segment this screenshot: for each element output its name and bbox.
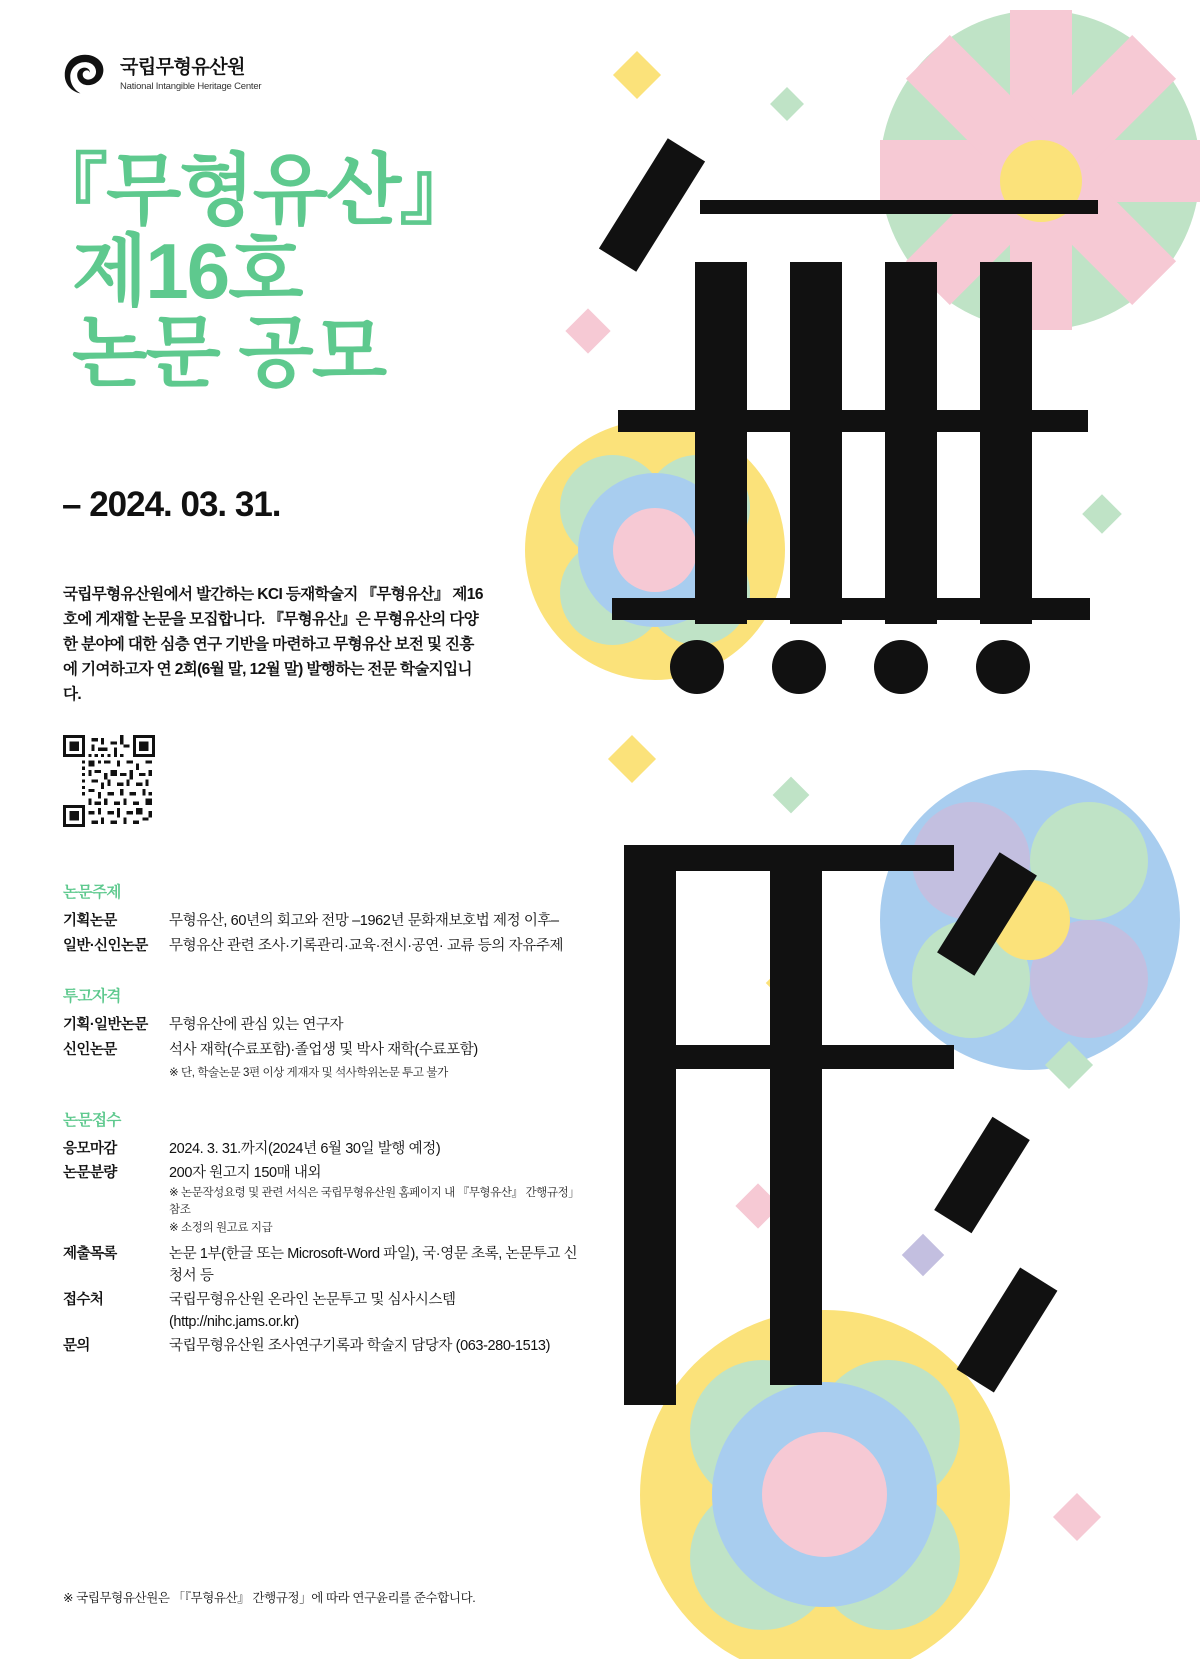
eligibility-row-planned <box>63 1014 583 1036</box>
submission-label-documents: 제출목록 <box>63 1245 117 1262</box>
info-sections <box>63 880 583 1383</box>
decor-glyph-vertical-1 <box>695 262 747 624</box>
submission-row-portal <box>63 1289 583 1334</box>
headline-line-3: 논문 공모 <box>72 308 386 397</box>
decor-petal-pink-diagonal-b <box>906 35 1176 305</box>
decor-glyph2-top-bar <box>624 845 954 871</box>
decor-diamond-yellow-2 <box>608 735 656 783</box>
decor-glyph-vertical-4 <box>980 262 1032 624</box>
decor-glyph2-slash-3 <box>957 1267 1058 1392</box>
decor-circle-yellow-center-mid <box>990 880 1070 960</box>
eligibility-value-planned: 무형유산에 관심 있는 연구자 <box>169 1016 344 1033</box>
page-title <box>30 146 550 397</box>
decor-petal-green-i <box>690 1485 835 1630</box>
topic-row-general <box>63 935 583 957</box>
topic-value-general: 무형유산 관련 조사·기록관리·교육·전시·공연· 교류 등의 자유주제 <box>169 938 564 955</box>
footnote: ※ 국립무형유산원은 「『무형유산』 간행규정」에 따라 연구윤리를 준수합니다. <box>63 1591 476 1605</box>
decor-petal-green-d <box>645 540 750 645</box>
decor-diamond-pink-1 <box>565 308 610 353</box>
topic-label-planned: 기획논문 <box>63 913 117 929</box>
section-title-eligibility: 투고자격 <box>63 987 121 1005</box>
decor-petal-green-f <box>912 920 1030 1038</box>
decor-glyph-dot-1 <box>670 640 724 694</box>
topic-value-planned: 무형유산, 60년의 회고와 전망 –1962년 문화재보호법 제정 이후– <box>169 913 559 929</box>
decor-circle-blue-bottom <box>712 1382 937 1607</box>
eligibility-label-new: 신인논문 <box>63 1042 117 1059</box>
decor-glyph-dot-2 <box>772 640 826 694</box>
decor-glyph2-slash-2 <box>934 1117 1030 1234</box>
eligibility-row-new <box>63 1039 583 1061</box>
eligibility-note: ※ 단, 학술논문 3편 이상 게재자 및 석사학위논문 투고 불가 <box>169 1066 448 1079</box>
decor-circle-blue-right <box>880 770 1180 1070</box>
decor-glyph2-crossbar <box>624 1045 954 1069</box>
submission-value-length: 200자 원고지 150매 내외 <box>169 1164 322 1181</box>
eligibility-label-planned: 기획·일반논문 <box>63 1016 148 1033</box>
submission-value-contact: 국립무형유산원 조사연구기록과 학술지 담당자 (063-280-1513) <box>169 1337 551 1354</box>
decor-diamond-green-4 <box>1045 1041 1093 1089</box>
decor-glyph-bar-top-horizontal <box>700 200 1098 214</box>
decor-glyph-vertical-2 <box>790 262 842 624</box>
decor-petal-pink-vertical <box>1010 10 1072 330</box>
decor-circle-yellow-center-top <box>1000 140 1082 222</box>
decor-petal-green-b <box>645 455 750 560</box>
decor-glyph-dot-4 <box>976 640 1030 694</box>
decor-glyph2-slash-1 <box>937 852 1037 975</box>
decor-glyph-vertical-3 <box>885 262 937 624</box>
submission-value-portal[interactable]: 국립무형유산원 온라인 논문투고 및 심사시스템 (http://nihc.jams.or.kr) <box>169 1291 456 1331</box>
submission-label-portal: 접수처 <box>63 1291 104 1308</box>
headline-line-2: 제16호 <box>72 227 302 316</box>
decor-petal-green-h <box>815 1360 960 1505</box>
decor-petal-green-a <box>560 455 665 560</box>
submission-row-contact <box>63 1335 583 1357</box>
decor-petal-green-e <box>1030 802 1148 920</box>
logo-text <box>120 58 261 93</box>
section-eligibility <box>63 984 583 1082</box>
section-submission <box>63 1108 583 1357</box>
submission-row-deadline <box>63 1138 583 1160</box>
decor-petal-green-j <box>815 1485 960 1630</box>
submission-row-documents <box>63 1243 583 1288</box>
decor-circle-yellow-bottom <box>640 1310 1010 1659</box>
decor-glyph2-vertical-right <box>770 845 822 1385</box>
decor-diamond-purple-1 <box>902 1234 944 1276</box>
logo-name-en: National Intangible Heritage Center <box>120 81 262 93</box>
logo-block <box>62 52 261 98</box>
topic-row-planned <box>63 910 583 932</box>
intro-paragraph: 국립무형유산원에서 발간하는 KCI 등재학술지 『무형유산』 제16호에 게재할 논문을 모집합니다. 『무형유산』은 무형유산의 다양한 분야에 대한 심층 연구 기반을 마련하고 무형유산 보전 및 진흥에 기여하고자 연 2회(6월 말, 12월 말) 발행하는 전문 학술지입니다. <box>63 586 483 704</box>
submission-value-documents: 논문 1부(한글 또는 Microsoft-Word 파일), 국·영문 초록, 논문투고 신청서 등 <box>169 1245 578 1285</box>
deadline-date: – 2024. 03. 31. <box>62 485 281 524</box>
decor-diamond-green-2 <box>1082 494 1122 534</box>
decor-circle-pink-bottom <box>762 1432 887 1557</box>
decor-circle-blue-left <box>578 473 732 627</box>
section-title-topic: 논문주제 <box>63 884 121 901</box>
decor-circle-pink-left <box>613 508 697 592</box>
decor-petal-pink-diagonal-a <box>906 35 1176 305</box>
submission-note-2: ※ 소정의 원고료 지급 <box>169 1221 273 1234</box>
decor-glyph-dot-3 <box>874 640 928 694</box>
submission-label-length: 논문분량 <box>63 1164 117 1181</box>
decor-diamond-yellow-1 <box>613 51 661 99</box>
eligibility-value-new: 석사 재학(수료포함)·졸업생 및 박사 재학(수료포함) <box>169 1042 478 1059</box>
decor-diamond-pink-3 <box>1053 1493 1101 1541</box>
submission-value-deadline: 2024. 3. 31.까지(2024년 6월 30일 발행 예정) <box>169 1141 441 1158</box>
decor-glyph-diagonal-stroke <box>599 138 705 272</box>
logo-name-ko: 국립무형유산원 <box>120 56 245 78</box>
decor-glyph-crossbar-bottom <box>612 598 1090 620</box>
headline-line-1: 『무형유산』 <box>30 146 476 234</box>
taegeuk-swirl-icon <box>62 52 108 98</box>
decor-diamond-green-1 <box>770 87 804 121</box>
topic-label-general: 일반·신인논문 <box>63 938 148 955</box>
qr-code-icon[interactable] <box>63 735 155 827</box>
decor-glyph-crossbar-mid <box>618 410 1088 432</box>
decor-circle-green-top <box>880 10 1200 330</box>
decor-petal-pink-horizontal <box>880 140 1200 202</box>
decor-petal-purple-b <box>1030 920 1148 1038</box>
decor-petal-purple-a <box>912 802 1030 920</box>
submission-label-deadline: 응모마감 <box>63 1141 117 1158</box>
submission-label-contact: 문의 <box>63 1337 90 1354</box>
decor-petal-green-c <box>560 540 665 645</box>
decor-circle-yellow-left <box>525 420 785 680</box>
submission-row-length <box>63 1162 583 1184</box>
section-title-submission: 논문접수 <box>63 1112 121 1130</box>
decor-diamond-green-3 <box>773 777 810 814</box>
decor-glyph2-vertical-left <box>624 845 676 1405</box>
decor-diamond-pink-2 <box>735 1183 780 1228</box>
decor-diamond-yellow-3 <box>766 962 808 1004</box>
decor-petal-green-g <box>690 1360 835 1505</box>
section-topic <box>63 880 583 958</box>
submission-note-1: ※ 논문작성요령 및 관련 서식은 국립무형유산원 홈페이지 내 『무형유산』 간행규정」참조 <box>169 1187 580 1217</box>
